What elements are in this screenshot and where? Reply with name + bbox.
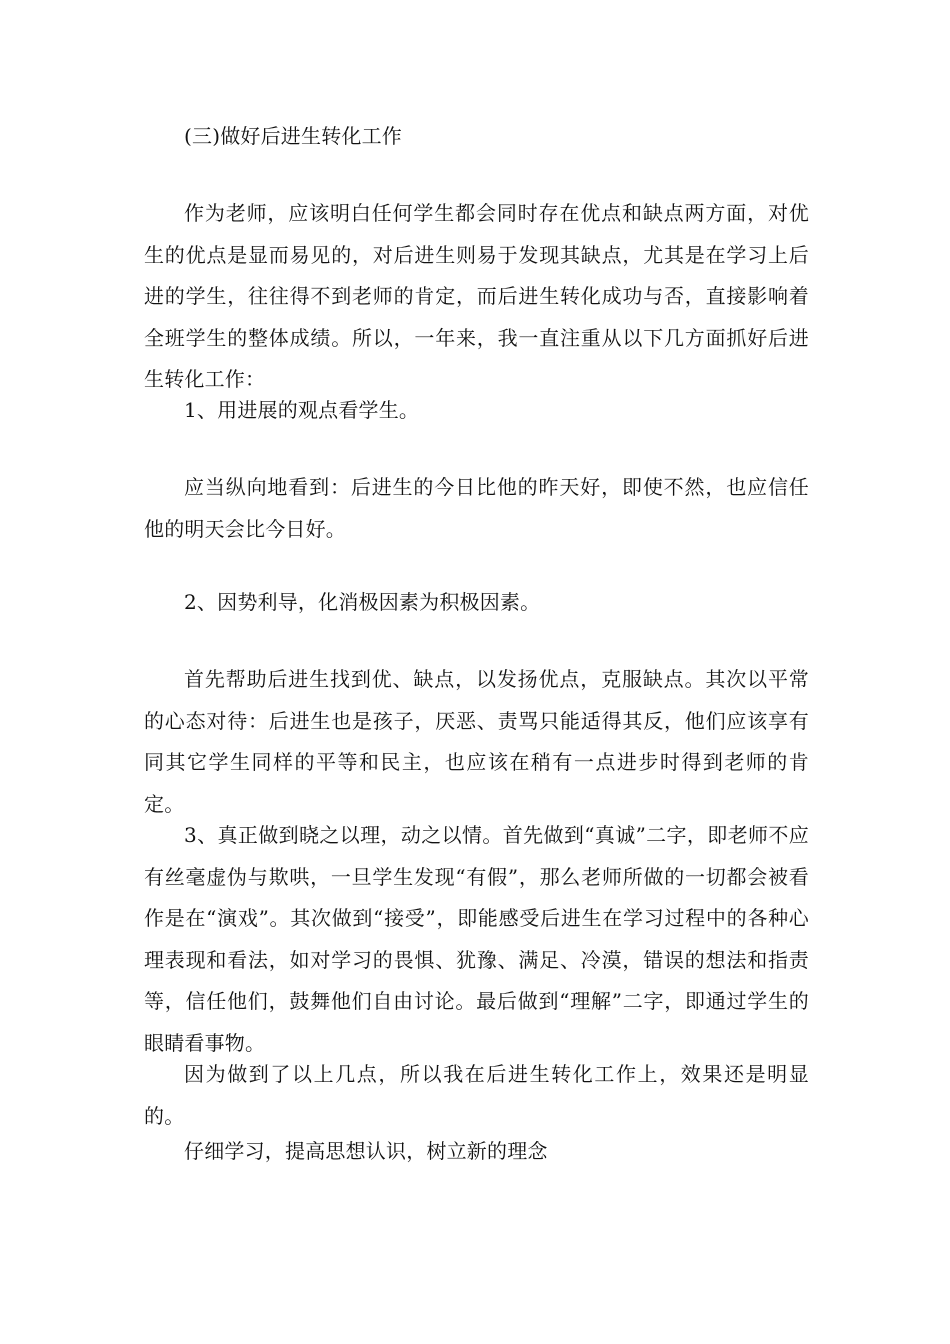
point-1-heading: 1、用进展的观点看学生。 (184, 398, 420, 422)
paragraph-point-1: 应当纵向地看到：后进生的今日比他的昨天好，即使不然，也应信任他的明天会比今日好。 (144, 475, 809, 541)
paragraph-intro: 作为老师，应该明白任何学生都会同时存在优点和缺点两方面，对优生的优点是显而易见的，对后进生则易于发现其缺点，尤其是在学习上后进的学生，往往得不到老师的肯定，而后进生转化成功与否，直接影响着全班学生的整体成绩。所以，一年来，我一直注重从以下几方面抓好后进生转化工作： (144, 201, 809, 391)
point-2-heading: 2、因势利导，化消极因素为积极因素。 (184, 590, 541, 614)
next-section-heading: 仔细学习，提高思想认识，树立新的理念 (184, 1139, 548, 1163)
paragraph-point-2: 首先帮助后进生找到优、缺点，以发扬优点，克服缺点。其次以平常的心态对待：后进生也是孩子，厌恶、责骂只能适得其反，他们应该享有同其它学生同样的平等和民主，也应该在稍有一点进步时得到老师的肯定。 (144, 667, 809, 816)
paragraph-result: 因为做到了以上几点，所以我在后进生转化工作上，效果还是明显的。 (144, 1062, 809, 1128)
section-heading: (三)做好后进生转化工作 (184, 124, 403, 148)
paragraph-point-3: 3、真正做到晓之以理，动之以情。首先做到“真诚”二字，即老师不应有丝毫虚伪与欺哄，一旦学生发现“有假”，那么老师所做的一切都会被看作是在“演戏”。其次做到“接受”，即能感受后进生在学习过程中的各种心理表现和看法，如对学习的畏惧、犹豫、满足、冷漠，错误的想法和指责等，信任他们，鼓舞他们自由讨论。最后做到“理解”二字，即通过学生的眼睛看事物。 (144, 823, 809, 1055)
